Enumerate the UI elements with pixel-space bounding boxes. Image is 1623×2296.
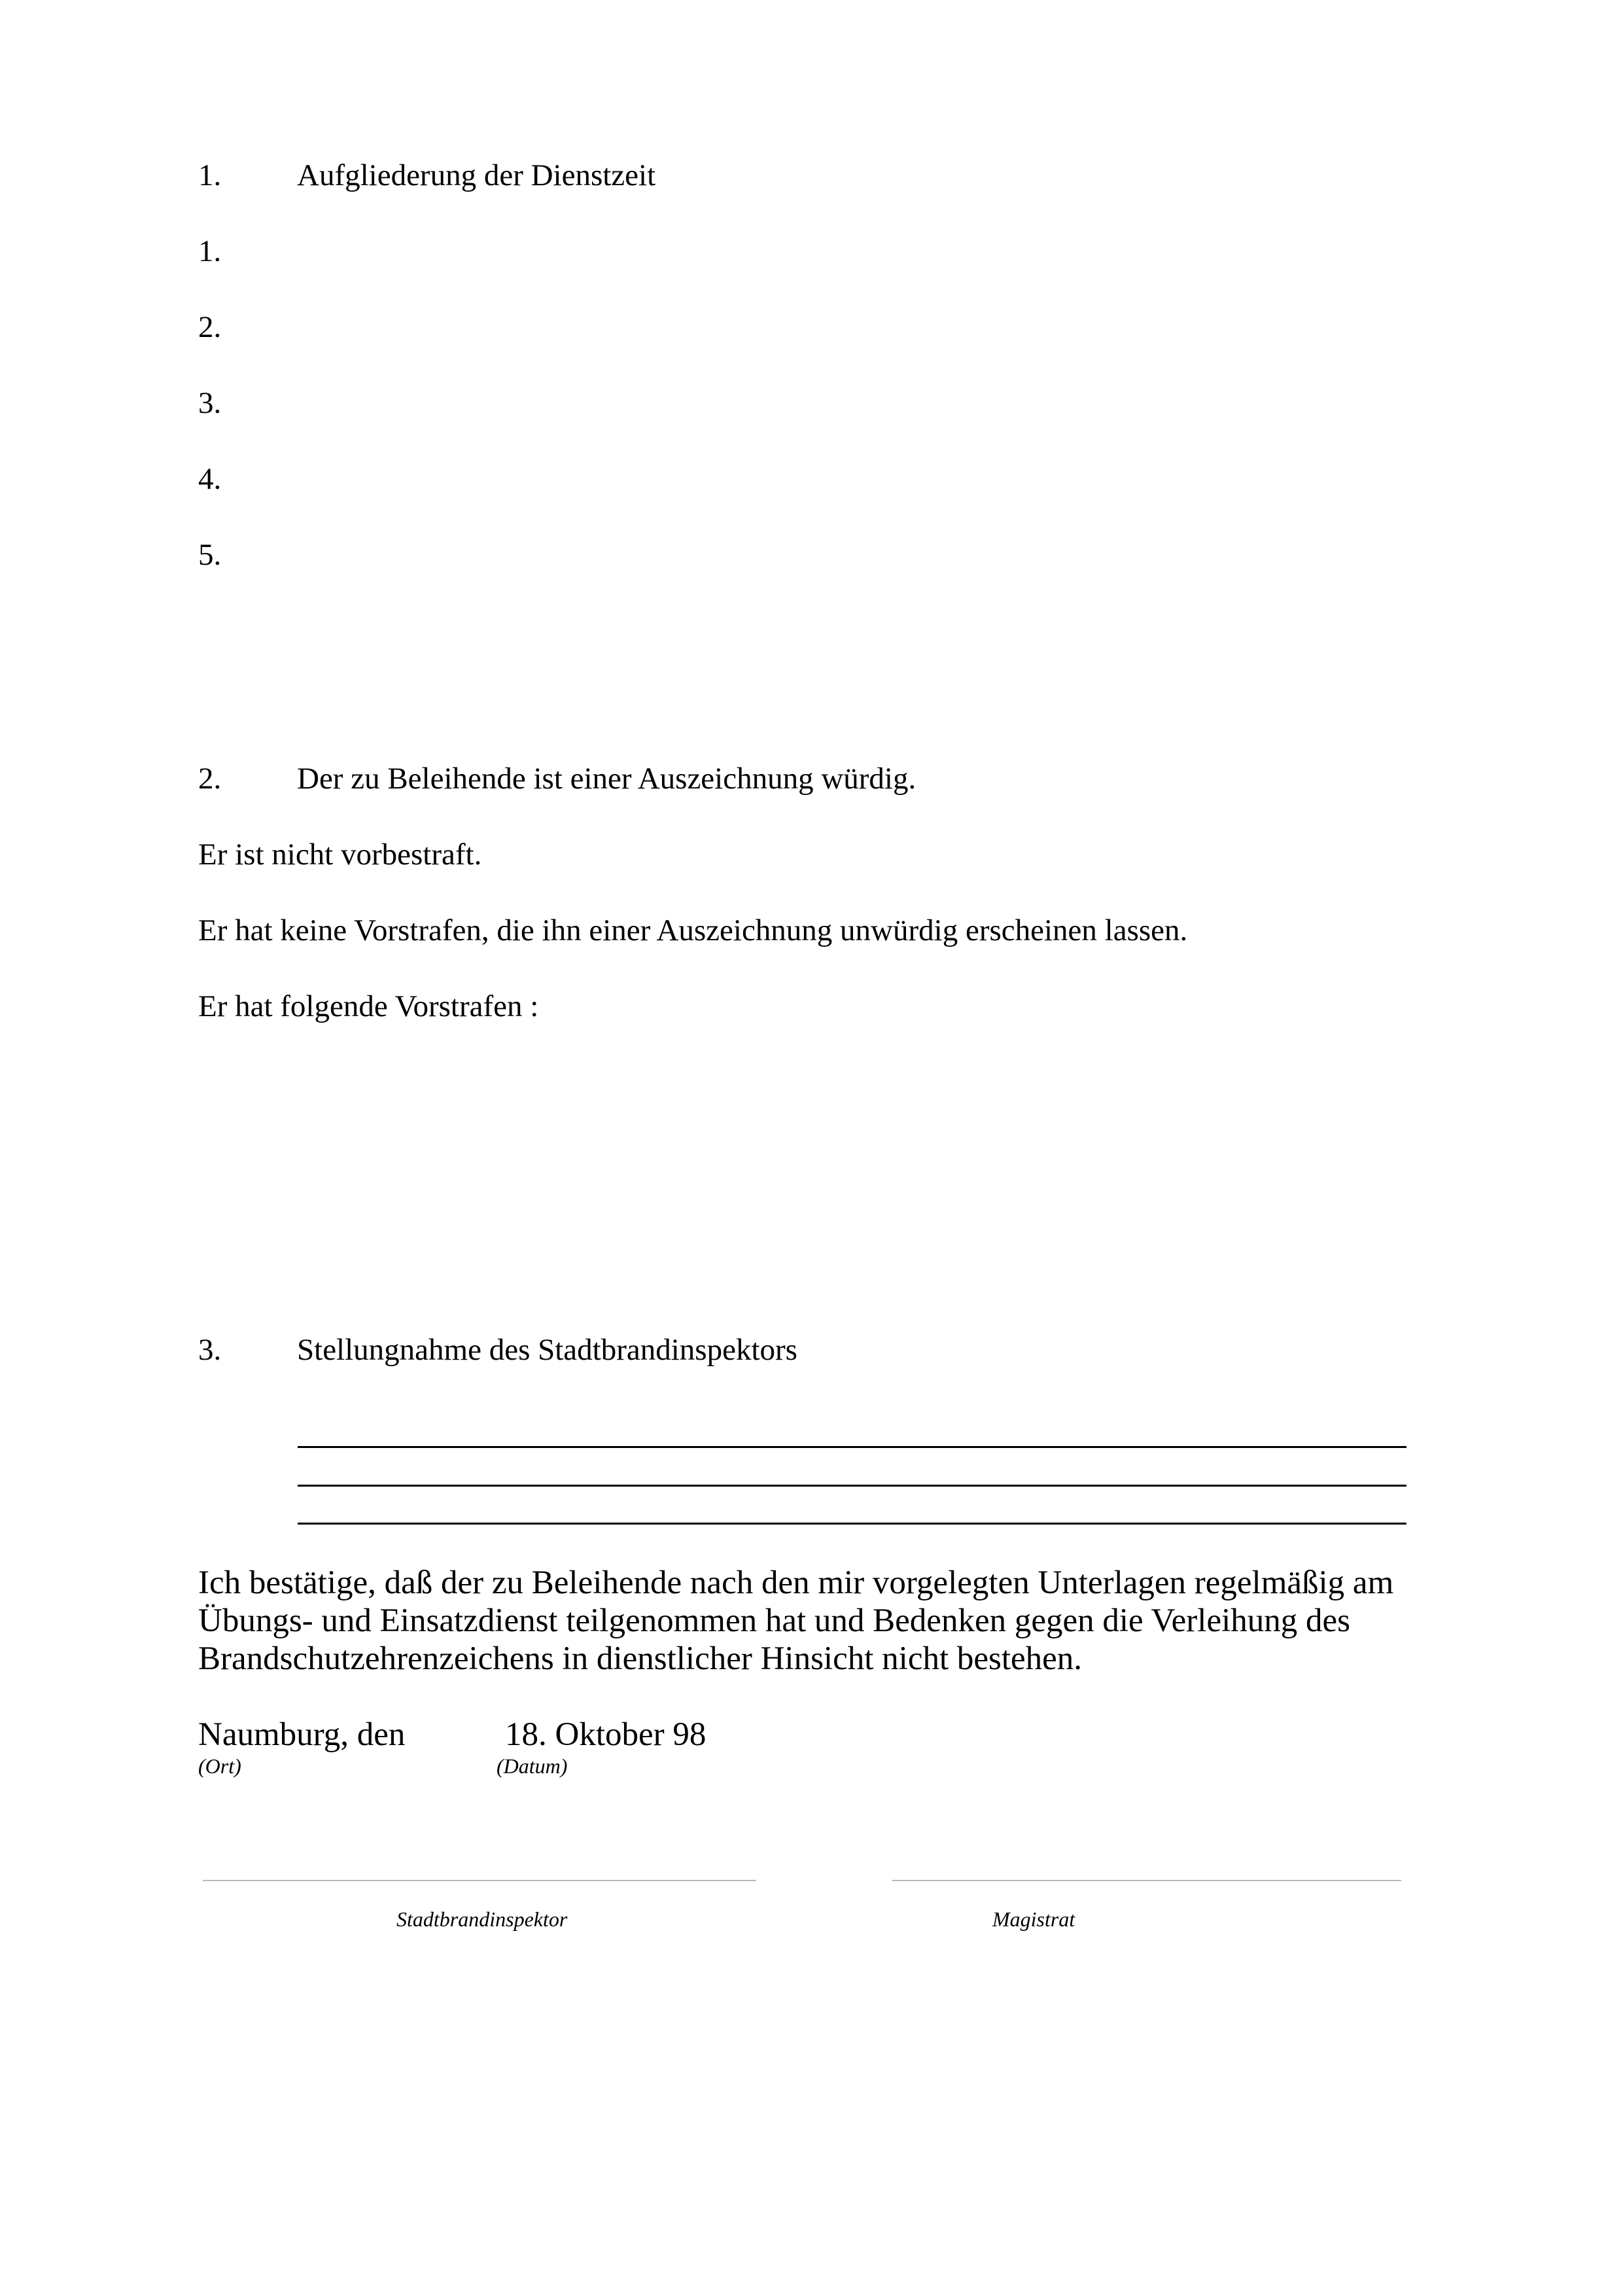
section1-heading: Aufgliederung der Dienstzeit [297,158,656,192]
service-item-3: 3. [198,386,222,420]
date-caption: (Datum) [497,1754,568,1778]
statement-line-1 [298,1446,1406,1448]
service-item-1: 1. [198,234,222,268]
following-records-line: Er hat folgende Vorstrafen : [198,989,539,1023]
confirmation-line-1: Ich bestätige, daß der zu Beleihende nach den mir vorgelegten Unterlagen regelmäßig am [198,1564,1394,1601]
section2-number: 2. [198,762,222,796]
section2-heading: Der zu Beleihende ist einer Auszeichnung würdig. [297,762,916,796]
service-item-2: 2. [198,310,222,344]
section3-number: 3. [198,1333,222,1367]
service-item-5: 5. [198,538,222,572]
no-record-line: Er ist nicht vorbestraft. [198,838,482,872]
signature-label-magistrat: Magistrat [992,1907,1075,1931]
service-item-4: 4. [198,462,222,496]
confirmation-line-3: Brandschutzehrenzeichens in dienstlicher Hinsicht nicht bestehen. [198,1640,1083,1677]
place-caption: (Ort) [198,1754,241,1778]
statement-line-2 [298,1485,1406,1487]
date-text: 18. Oktober 98 [505,1716,707,1753]
signature-line-magistrat [892,1880,1401,1881]
no-disqualifying-record-line: Er hat keine Vorstrafen, die ihn einer Auszeichnung unwürdig erscheinen lassen. [198,913,1188,947]
signature-label-inspector: Stadtbrandinspektor [396,1907,568,1931]
section3-heading: Stellungnahme des Stadtbrandinspektors [297,1333,797,1367]
place-text: Naumburg, den [198,1716,406,1753]
section1-number: 1. [198,158,222,192]
signature-line-inspector [203,1880,756,1881]
statement-line-3 [298,1523,1406,1525]
confirmation-line-2: Übungs- und Einsatzdienst teilgenommen hat und Bedenken gegen die Verleihung des [198,1602,1350,1639]
